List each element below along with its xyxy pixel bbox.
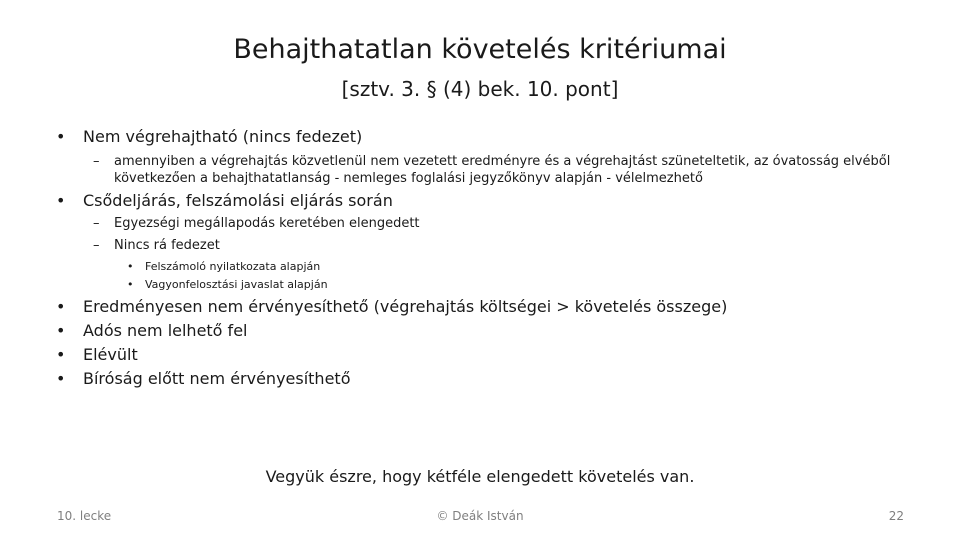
bullet-text: Csődeljárás, felszámolási eljárás során bbox=[83, 191, 393, 210]
sub-bullet-text: Nincs rá fedezet bbox=[114, 238, 220, 253]
slide-title: Behajthatatlan követelés kritériumai bbox=[233, 34, 727, 65]
sub-bullet-text: Egyezségi megállapodás keretében elengedett bbox=[114, 216, 420, 231]
bullet-marker: • bbox=[56, 369, 66, 388]
sub-sub-bullet-text: Vagyonfelosztási javaslat alapján bbox=[145, 278, 328, 291]
bullet-text: Elévült bbox=[83, 345, 138, 364]
slide-subtitle: [sztv. 3. § (4) bek. 10. pont] bbox=[341, 77, 619, 101]
dash-marker: – bbox=[93, 154, 100, 169]
bullet-text: Bíróság előtt nem érvényesíthető bbox=[83, 369, 351, 388]
dash-marker: – bbox=[93, 238, 100, 253]
bullet-text: Nem végrehajtható (nincs fedezet) bbox=[83, 127, 363, 146]
footer-author: © Deák István bbox=[436, 509, 524, 523]
bullet-marker: • bbox=[127, 278, 134, 291]
bullet-marker: • bbox=[56, 191, 66, 210]
bullet-marker: • bbox=[56, 321, 66, 340]
sub-sub-bullet-text: Felszámoló nyilatkozata alapján bbox=[145, 260, 321, 273]
bullet-marker: • bbox=[127, 260, 134, 273]
footer-page-number: 22 bbox=[888, 509, 904, 523]
bullet-text: Adós nem lelhető fel bbox=[83, 321, 248, 340]
slide-note: Vegyük észre, hogy kétféle elengedett követelés van. bbox=[265, 467, 695, 486]
bullet-marker: • bbox=[56, 345, 66, 364]
footer-lecture: 10. lecke bbox=[57, 509, 112, 523]
bullet-marker: • bbox=[56, 297, 66, 316]
dash-marker: – bbox=[93, 216, 100, 231]
sub-bullet-text: amennyiben a végrehajtás közvetlenül nem vezetett eredményre és a végrehajtást szüneteltetik, az óvatosság elvéből következően a behajthatatlanság - nemleges foglalási jegyzőkönyv alapján - vélelmezhető bbox=[114, 154, 891, 186]
bullet-text: Eredményesen nem érvényesíthető (végrehajtás költségei > követelés összege) bbox=[83, 297, 728, 316]
bullet-marker: • bbox=[56, 127, 66, 146]
